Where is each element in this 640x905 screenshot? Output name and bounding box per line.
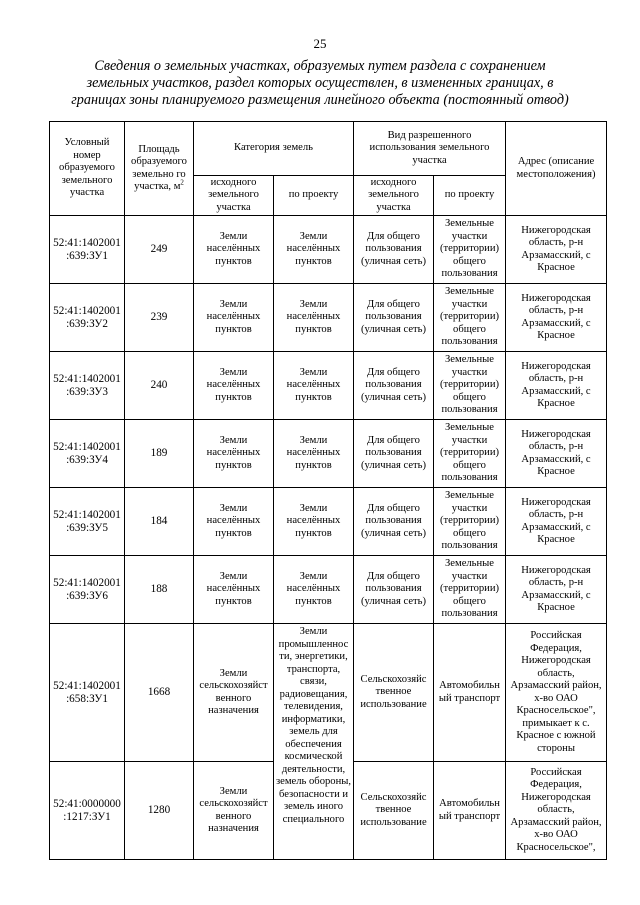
cell-category-source: Земли населённых пунктов [194, 420, 274, 488]
cell-code: 52:41:1402001 :639:ЗУ1 [50, 216, 125, 284]
cell-area: 239 [125, 284, 194, 352]
cell-address: Нижегородская область, р-н Арзамасский, с Красное [506, 420, 607, 488]
cell-use-project: Автомобильн ый транспорт [434, 762, 506, 860]
table-row [50, 624, 607, 762]
cell-address: Нижегородская область, р-н Арзамасский, с Красное [506, 284, 607, 352]
table-row [50, 352, 607, 420]
cell-address: Нижегородская область, р-н Арзамасский, с Красное [506, 216, 607, 284]
cell-address: Нижегородская область, р-н Арзамасский, с Красное [506, 556, 607, 624]
cell-category-project: Земли населённых пунктов [274, 352, 354, 420]
header-permitted-use: Вид разрешенного использования земельного участка [354, 122, 506, 176]
cell-code: 52:41:0000000 :1217:ЗУ1 [50, 762, 125, 860]
cell-category-source: Земли населённых пунктов [194, 216, 274, 284]
cell-area: 1280 [125, 762, 194, 860]
cell-area: 249 [125, 216, 194, 284]
header-area: Площадь образуемого земельно го участка, $м^2$ [125, 122, 194, 216]
cell-use-project: Земельные участки (территории) общего пользования [434, 556, 506, 624]
cell-category-source: Земли сельскохозяйст венного назначения [194, 762, 274, 860]
cell-category-project: Земли населённых пунктов [274, 420, 354, 488]
cell-area: 184 [125, 488, 194, 556]
title-line: границах зоны планируемого размещения линейного объекта (постоянный отвод) [71, 92, 569, 108]
table-row [50, 556, 607, 624]
cell-code: 52:41:1402001 :639:ЗУ6 [50, 556, 125, 624]
subheader-use-source: исходного земельного участка [354, 176, 434, 216]
cell-use-source: Для общего пользования (уличная сеть) [354, 556, 434, 624]
cell-category-source: Земли населённых пунктов [194, 556, 274, 624]
table-row [50, 216, 607, 284]
cell-use-project: Земельные участки (территории) общего пользования [434, 488, 506, 556]
cell-category-project: Земли населённых пунктов [274, 216, 354, 284]
cell-area: 1668 [125, 624, 194, 762]
cell-area: 240 [125, 352, 194, 420]
cell-area: 189 [125, 420, 194, 488]
cell-address: Российская Федерация, Нижегородская область, Арзамасский район, х-во ОАО Красносельское", [506, 762, 607, 860]
header-address: Адрес (описание местоположения) [506, 122, 607, 216]
subheader-category-project: по проекту [274, 176, 354, 216]
cell-code: 52:41:1402001 :658:ЗУ1 [50, 624, 125, 762]
cell-category-source: Земли сельскохозяйст венного назначения [194, 624, 274, 762]
cell-area: 188 [125, 556, 194, 624]
cell-code: 52:41:1402001 :639:ЗУ4 [50, 420, 125, 488]
cell-use-source: Для общего пользования (уличная сеть) [354, 352, 434, 420]
title-line: земельных участков, раздел которых осуществлен, в измененных границах, в [86, 75, 554, 91]
cell-category-source: Земли населённых пунктов [194, 488, 274, 556]
cell-code: 52:41:1402001 :639:ЗУ5 [50, 488, 125, 556]
table-header-row [50, 122, 607, 176]
title-line: Сведения о земельных участках, образуемых путем раздела с сохранением [94, 58, 546, 74]
cell-use-project: Автомобильн ый транспорт [434, 624, 506, 762]
cell-category-project-merged: Земли промышленнос ти, энергетики, транспорта, связи, радиовещания, телевидения, информатики, земель для обеспечения космической деятельности, земель обороны, безопасности и земель иного специального [274, 624, 354, 860]
header-code: Условный номер образуемого земельного участка [50, 122, 125, 216]
cell-category-source: Земли населённых пунктов [194, 284, 274, 352]
cell-category-project: Земли населённых пунктов [274, 556, 354, 624]
document-title [40, 58, 600, 109]
cell-address: Российская Федерация, Нижегородская область, Арзамасский район, х-во ОАО Красносельское", примыкает к с. Красное с южной стороны [506, 624, 607, 762]
cell-code: 52:41:1402001 :639:ЗУ3 [50, 352, 125, 420]
subheader-category-source: исходного земельного участка [194, 176, 274, 216]
cell-use-project: Земельные участки (территории) общего пользования [434, 352, 506, 420]
table-row [50, 420, 607, 488]
cell-address: Нижегородская область, р-н Арзамасский, с Красное [506, 352, 607, 420]
land-plots-table [49, 121, 607, 860]
table-row [50, 488, 607, 556]
cell-category-project: Земли населённых пунктов [274, 488, 354, 556]
cell-use-project: Земельные участки (территории) общего пользования [434, 420, 506, 488]
cell-use-source: Сельскохозяйс твенное использование [354, 762, 434, 860]
cell-use-source: Сельскохозяйс твенное использование [354, 624, 434, 762]
cell-use-project: Земельные участки (территории) общего пользования [434, 216, 506, 284]
table-row [50, 284, 607, 352]
cell-use-source: Для общего пользования (уличная сеть) [354, 488, 434, 556]
cell-category-project: Земли населённых пунктов [274, 284, 354, 352]
cell-use-project: Земельные участки (территории) общего пользования [434, 284, 506, 352]
page-number: 25 [313, 36, 327, 51]
cell-category-source: Земли населённых пунктов [194, 352, 274, 420]
header-category: Категория земель [194, 122, 354, 176]
cell-address: Нижегородская область, р-н Арзамасский, с Красное [506, 488, 607, 556]
subheader-use-project: по проекту [434, 176, 506, 216]
cell-code: 52:41:1402001 :639:ЗУ2 [50, 284, 125, 352]
cell-use-source: Для общего пользования (уличная сеть) [354, 284, 434, 352]
cell-use-source: Для общего пользования (уличная сеть) [354, 420, 434, 488]
cell-use-source: Для общего пользования (уличная сеть) [354, 216, 434, 284]
area-unit-superscript: 2 [180, 178, 184, 187]
